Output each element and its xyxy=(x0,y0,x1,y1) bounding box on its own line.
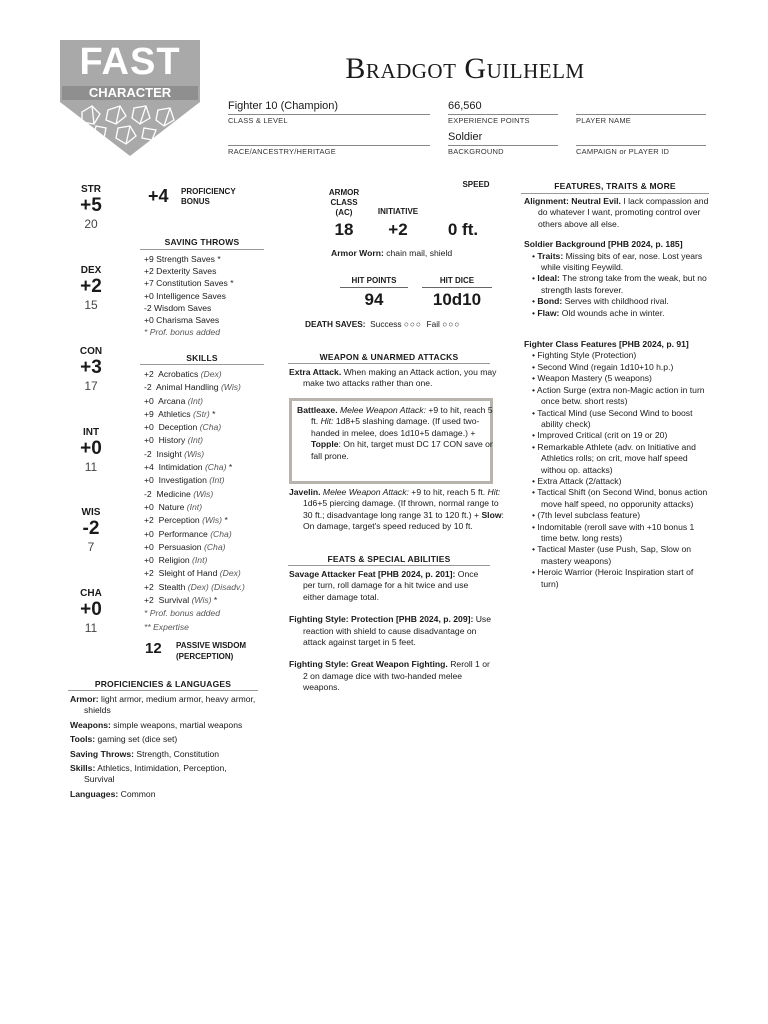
character-name: Bradgot Guilhelm xyxy=(345,52,585,85)
save-note: * Prof. bonus added xyxy=(144,327,220,338)
feats-title: FEATS & SPECIAL ABILITIES xyxy=(327,554,451,564)
initiative-value: +2 xyxy=(388,220,408,239)
skill-item: +0 Arcana (Int) xyxy=(144,395,204,406)
skill-item: +0 Performance (Cha) xyxy=(144,528,232,539)
class-level-label: CLASS & LEVEL xyxy=(228,116,288,125)
extra-attack: Extra Attack. When making an Attack action, you may make two attacks rather than one. xyxy=(289,367,497,389)
skill-item: +2 Acrobatics (Dex) xyxy=(144,369,222,379)
proficiency-label-line2: BONUS xyxy=(181,197,210,206)
proficiency-label-line1: PROFICIENCY xyxy=(181,187,236,196)
background-value: Soldier xyxy=(448,131,483,143)
class-feature-item: • Tactical Master (use Push, Sap, Slow on mastery weapons) xyxy=(532,544,692,566)
ability-modifier: +2 xyxy=(80,276,102,297)
ability-score: 7 xyxy=(87,540,95,554)
class-feature-item: • Improved Critical (crit on 19 or 20) xyxy=(532,430,668,441)
death-fail-circles[interactable]: ○○○ xyxy=(442,319,461,329)
passive-wisdom-value: 12 xyxy=(145,640,162,657)
skills-note: * Prof. bonus added xyxy=(144,608,220,619)
ability-modifier: +5 xyxy=(80,195,102,216)
skill-item: +4 Intimidation (Cha) * xyxy=(144,462,233,473)
ability-score: 15 xyxy=(84,298,98,312)
background-item: • Bond: Serves with childhood rival. xyxy=(532,296,669,307)
speed-value: 0 ft. xyxy=(447,220,479,239)
class-feature-item: • Weapon Mastery (5 weapons) xyxy=(532,373,652,384)
ability-con xyxy=(66,346,116,393)
logo-fast-text: FAST xyxy=(79,41,181,83)
proficiencies-title: PROFICIENCIES & LANGUAGES xyxy=(94,679,232,689)
armor-worn: Armor Worn: chain mail, shield xyxy=(331,248,453,258)
proficiency-item: Armor: light armor, medium armor, heavy armor, shields xyxy=(70,694,256,716)
feat-item: Fighting Style: Great Weapon Fighting. Reroll 1 or 2 on damage dice with two-handed melee weapons. xyxy=(289,659,490,693)
skill-item: +0 Investigation (Int) xyxy=(144,475,225,486)
race-label: RACE/ANCESTRY/HERITAGE xyxy=(228,147,336,156)
javelin-attack: Javelin. Melee Weapon Attack: +9 to hit, reach 5 ft. Hit: 1d6+5 piercing damage. (If thrown, normal range to 30 ft.; disadvantage long range 31 to 120 ft.) + Slow: On damage, target's speed reduced by 10 ft. xyxy=(289,487,504,532)
hit-points-label: HIT POINTS xyxy=(351,276,397,285)
background-item: • Traits: Missing bits of ear, nose. Lost years while visiting Feywild. xyxy=(532,250,703,273)
class-feature-item: • Indomitable (reroll save with +10 bonus 1 time betw. long rests) xyxy=(532,521,695,543)
class-feature-item: • Extra Attack (2/attack) xyxy=(532,475,622,486)
xp-label: EXPERIENCE POINTS xyxy=(448,116,530,125)
class-feature-item: • Second Wind (regain 1d10+10 h.p.) xyxy=(532,361,674,372)
background-item: • Ideal: The strong take from the weak, but no strength lasts forever. xyxy=(532,273,707,295)
ability-modifier: +0 xyxy=(80,599,102,620)
proficiency-item: Skills: Athletics, Intimidation, Perception, Survival xyxy=(70,763,227,785)
class-level-value: Fighter 10 (Champion) xyxy=(228,100,339,112)
hit-dice-label: HIT DICE xyxy=(439,276,475,285)
skill-item: +2 Perception (Wis) * xyxy=(144,515,228,526)
ac-label: ARMOR CLASS (AC) xyxy=(328,188,360,217)
save-item: +7 Constitution Saves * xyxy=(144,278,234,289)
proficiency-item: Languages: Common xyxy=(70,788,156,799)
ability-modifier: +0 xyxy=(80,438,102,459)
save-item: -2 Wisdom Saves xyxy=(144,302,212,313)
ability-name: WIS xyxy=(81,507,101,518)
saving-throws-list xyxy=(144,253,234,338)
save-item: +0 Charisma Saves xyxy=(144,315,220,326)
ability-modifier: +3 xyxy=(80,357,102,378)
speed-label: SPEED xyxy=(462,180,490,189)
features-title: FEATURES, TRAITS & MORE xyxy=(554,181,676,191)
proficiency-item: Saving Throws: Strength, Constitution xyxy=(70,748,220,759)
background-heading: Soldier Background [PHB 2024, p. 185] xyxy=(524,239,683,250)
ability-score: 11 xyxy=(84,460,98,474)
skill-item: +0 Deception (Cha) xyxy=(144,422,222,433)
class-feature-item: • Heroic Warrior (Heroic Inspiration start of turn) xyxy=(532,567,694,589)
logo-character-text: CHARACTER xyxy=(88,85,172,100)
attacks-title: WEAPON & UNARMED ATTACKS xyxy=(319,352,459,362)
class-feature-item: • Remarkable Athlete (adv. on Initiative and Athletics rolls; on crit, move half speed withou op. attacks) xyxy=(532,441,696,475)
ability-score: 20 xyxy=(84,217,98,231)
skills-note: ** Expertise xyxy=(144,621,189,632)
proficiency-item: Weapons: simple weapons, martial weapons xyxy=(70,719,243,730)
features-column xyxy=(524,196,710,590)
ability-int xyxy=(66,427,116,474)
save-item: +0 Intelligence Saves xyxy=(144,290,226,301)
death-saves xyxy=(305,319,460,329)
skill-item: -2 Insight (Wis) xyxy=(144,448,205,459)
class-feature-item: • Tactical Mind (use Second Wind to boost ability check) xyxy=(532,407,693,429)
feat-item: Fighting Style: Protection [PHB 2024, p. 209]: Use reaction with shield to cause disadvantage on attack against target in 5 feet. xyxy=(289,614,492,648)
death-success-label: Success xyxy=(370,319,402,329)
ac-value: 18 xyxy=(334,220,354,239)
skill-item: +0 Persuasion (Cha) xyxy=(144,541,226,552)
class-feature-item: • Tactical Shift (on Second Wind, bonus action move half speed, no opporunity attacks) xyxy=(532,487,708,509)
ability-name: CON xyxy=(79,346,103,357)
death-success-circles[interactable]: ○○○ xyxy=(403,319,422,329)
save-item: +9 Strength Saves * xyxy=(144,254,221,264)
class-feature-item: • Fighting Style (Protection) xyxy=(532,350,637,361)
death-saves-label: DEATH SAVES: xyxy=(305,319,366,329)
passive-wisdom-label: PASSIVE WISDOM (PERCEPTION) xyxy=(176,641,247,661)
skills-list xyxy=(144,368,245,634)
skill-item: -2 Medicine (Wis) xyxy=(144,488,214,499)
saving-throws-title: SAVING THROWS xyxy=(164,237,240,247)
background-label: BACKGROUND xyxy=(448,147,504,156)
save-item: +2 Dexterity Saves xyxy=(144,266,217,277)
proficiency-bonus-value: +4 xyxy=(148,186,169,206)
proficiency-bonus-label xyxy=(181,187,236,207)
xp-value: 66,560 xyxy=(448,100,482,112)
skill-item: +0 Religion (Int) xyxy=(144,555,208,566)
alignment: Alignment: Neutral Evil. I lack compassion and do whatever I want, promoting control over others above all else. xyxy=(524,196,709,229)
proficiency-item: Tools: gaming set (dice set) xyxy=(70,734,178,745)
ability-name: CHA xyxy=(80,588,102,599)
campaign-label: CAMPAIGN or PLAYER ID xyxy=(576,147,670,156)
proficiencies-list xyxy=(70,694,258,800)
hit-dice-value: 10d10 xyxy=(432,290,482,309)
skills-title: SKILLS xyxy=(186,353,218,363)
skill-item: +2 Sleight of Hand (Dex) xyxy=(144,568,241,579)
skill-item: +0 Nature (Int) xyxy=(144,501,203,512)
ability-name: DEX xyxy=(80,265,102,276)
skill-item: -2 Animal Handling (Wis) xyxy=(144,382,241,393)
skill-item: +0 History (Int) xyxy=(144,435,204,446)
feats-list xyxy=(289,569,491,694)
feat-item: Savage Attacker Feat [PHB 2024, p. 201]: Once per turn, roll damage for a hit twice and use either damage total. xyxy=(289,569,479,602)
player-name-label: PLAYER NAME xyxy=(576,116,631,125)
ability-name: STR xyxy=(81,184,101,195)
ability-score: 17 xyxy=(84,379,98,393)
ability-modifier: -2 xyxy=(82,518,100,539)
ability-dex xyxy=(66,265,116,312)
battleaxe-attack: Battleaxe. Melee Weapon Attack: +9 to hit, reach 5 ft. Hit: 1d8+5 slashing damage. (If used two-handed in melee, does 1d10+5 damage.) + Topple: On hit, target must DC 17 CON save or fall prone. xyxy=(297,405,493,461)
ability-wis xyxy=(66,507,116,554)
class-feature-item: • (7th level subclass feature) xyxy=(532,510,641,521)
class-feature-item: • Action Surge (extra non-Magic action in turn once betw. short rests) xyxy=(532,384,705,407)
ability-str xyxy=(66,184,116,231)
ability-name: INT xyxy=(82,427,100,438)
ability-cha xyxy=(66,588,116,635)
fast-character-logo xyxy=(60,40,200,158)
death-fail-label: Fail xyxy=(426,319,440,329)
skill-item: +2 Survival (Wis) * xyxy=(144,595,218,606)
skill-item: +9 Athletics (Str) * xyxy=(144,408,216,419)
ability-score: 11 xyxy=(84,621,98,635)
hit-points-value: 94 xyxy=(364,290,384,309)
class-features-heading: Fighter Class Features [PHB 2024, p. 91] xyxy=(524,339,689,350)
background-item: • Flaw: Old wounds ache in winter. xyxy=(532,307,665,318)
initiative-label: INITIATIVE xyxy=(377,207,419,216)
skill-item: +2 Stealth (Dex) (Disadv.) xyxy=(144,581,245,592)
